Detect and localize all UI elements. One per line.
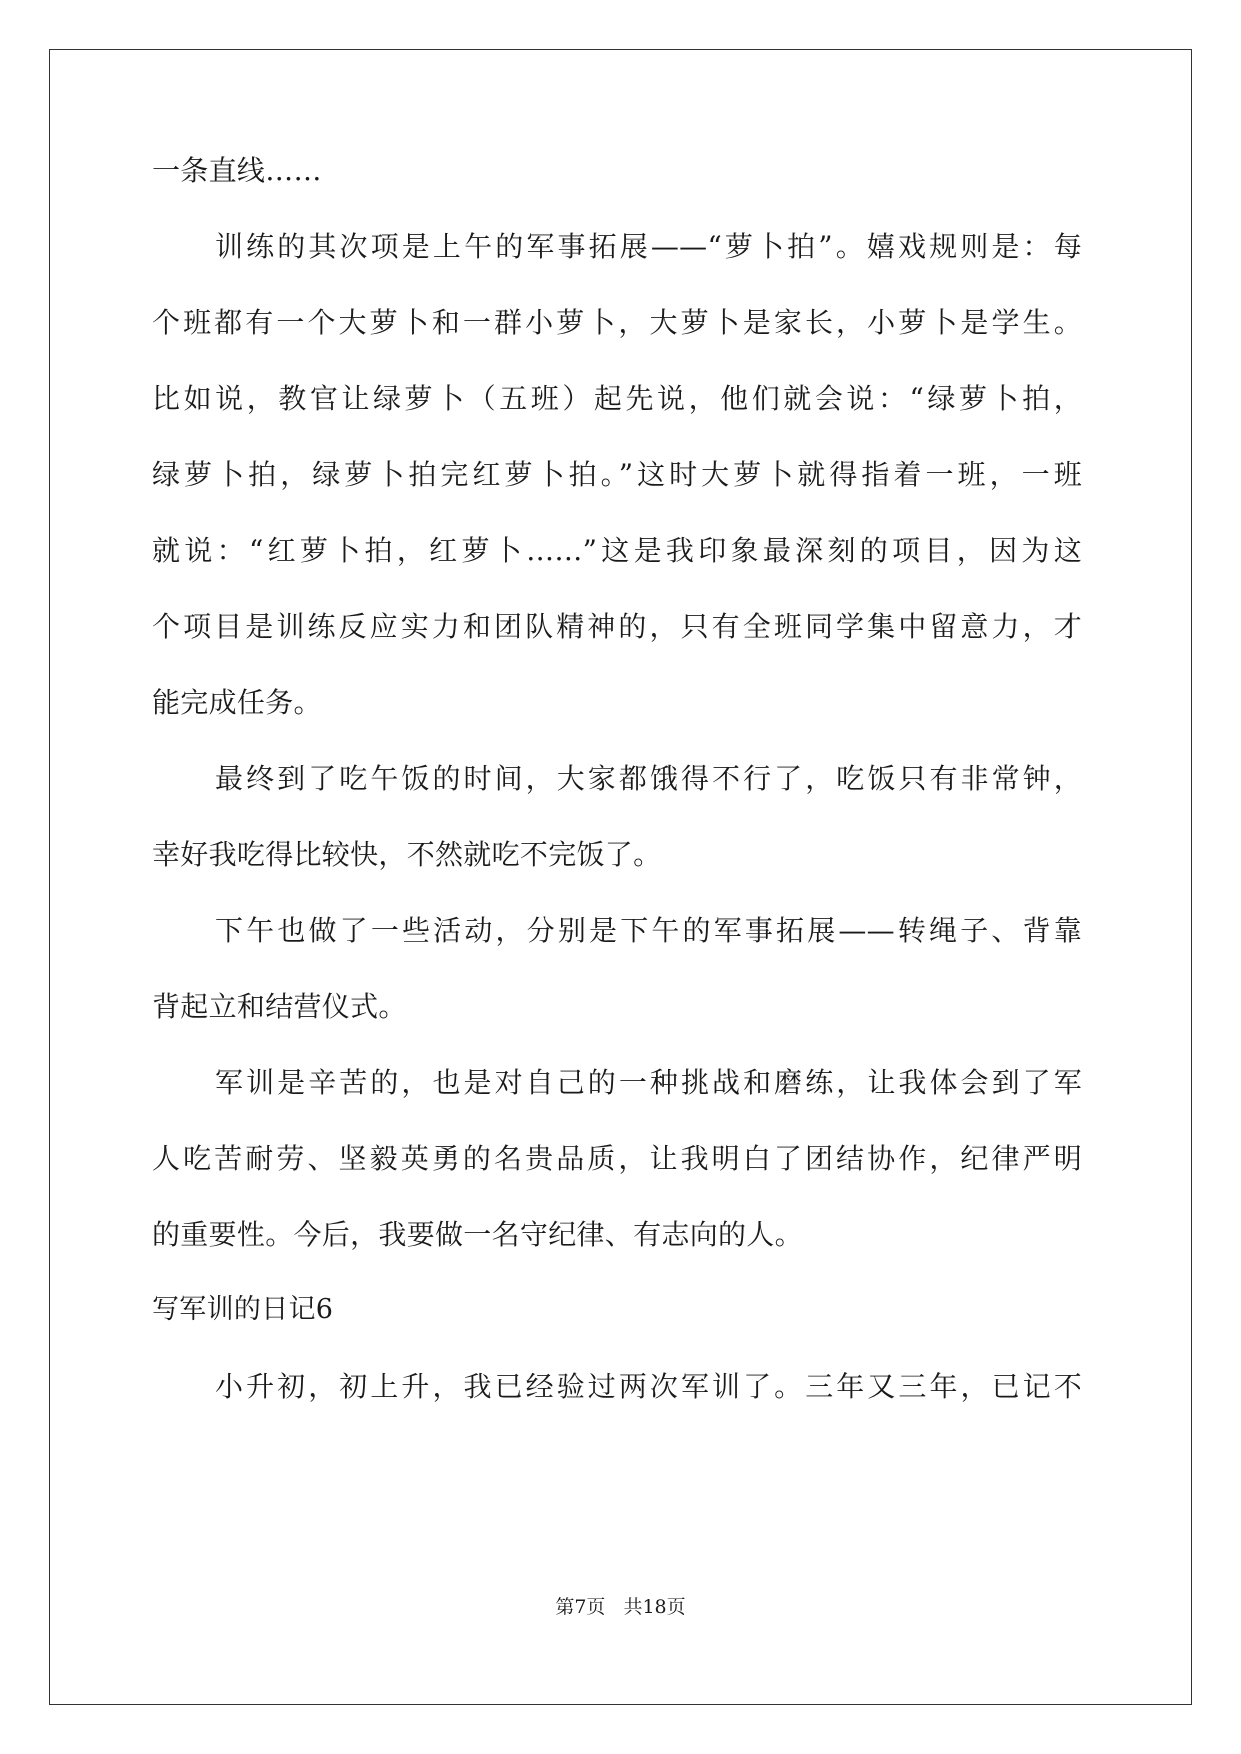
- text-line: 下午也做了一些活动，分别是下午的军事拓展——转绳子、背靠: [215, 914, 1082, 947]
- page-border: [49, 49, 1192, 1705]
- text-line: 训练的其次项是上午的军事拓展——“萝卜拍”。嬉戏规则是：每: [215, 230, 1082, 263]
- text-line: 幸好我吃得比较快，不然就吃不完饭了。: [152, 838, 662, 871]
- text-line: 比如说，教官让绿萝卜（五班）起先说，他们就会说：“绿萝卜拍，: [152, 382, 1082, 415]
- page-total: 共18页: [623, 1596, 686, 1618]
- text-line: 人吃苦耐劳、坚毅英勇的名贵品质，让我明白了团结协作，纪律严明: [152, 1142, 1082, 1175]
- text-line: 一条直线……: [152, 154, 322, 187]
- page-footer: [0, 1595, 1241, 1619]
- page-number: 第7页: [555, 1596, 606, 1618]
- text-line: 绿萝卜拍，绿萝卜拍完红萝卜拍。”这时大萝卜就得指着一班，一班: [152, 458, 1082, 491]
- text-line: 小升初，初上升，我已经验过两次军训了。三年又三年，已记不: [215, 1370, 1082, 1403]
- text-line: 能完成任务。: [152, 686, 322, 719]
- text-line: 军训是辛苦的，也是对自己的一种挑战和磨练，让我体会到了军: [215, 1066, 1082, 1099]
- text-line: 最终到了吃午饭的时间，大家都饿得不行了，吃饭只有非常钟，: [215, 762, 1082, 795]
- text-line: 就说：“红萝卜拍，红萝卜……”这是我印象最深刻的项目，因为这: [152, 534, 1082, 567]
- section-heading: 写军训的日记6: [152, 1294, 334, 1325]
- text-line: 个班都有一个大萝卜和一群小萝卜，大萝卜是家长，小萝卜是学生。: [152, 306, 1082, 339]
- text-line: 背起立和结营仪式。: [152, 990, 407, 1023]
- text-line: 的重要性。今后，我要做一名守纪律、有志向的人。: [152, 1218, 803, 1251]
- text-line: 个项目是训练反应实力和团队精神的，只有全班同学集中留意力，才: [152, 610, 1082, 643]
